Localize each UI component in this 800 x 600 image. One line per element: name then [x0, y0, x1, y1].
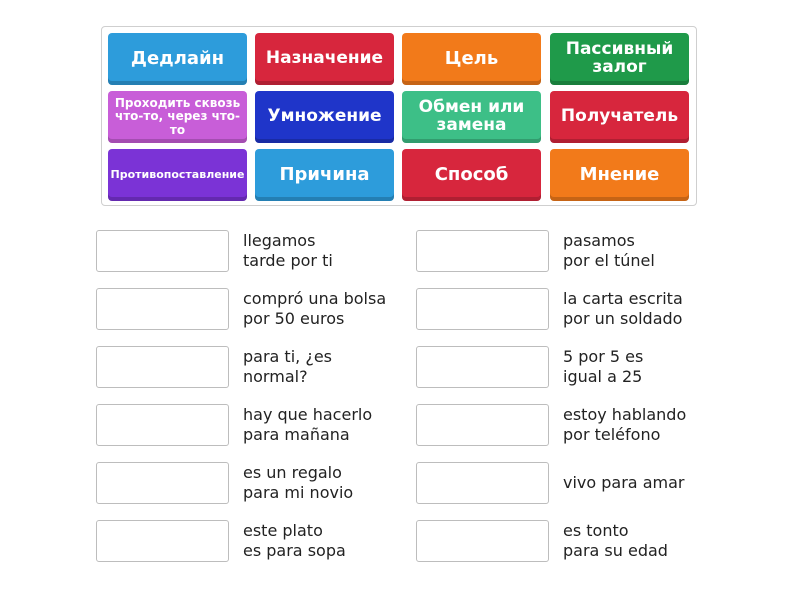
phrase-line: por 50 euros [243, 309, 345, 328]
phrase-right-6 [563, 521, 723, 561]
tile-contrast[interactable]: Противопоставление [108, 149, 247, 201]
phrase-line: vivo para amar [563, 473, 685, 492]
phrase-line: para mi novio [243, 483, 354, 502]
phrase-line: por el túnel [563, 251, 655, 270]
phrase-left-5 [243, 463, 403, 503]
phrase-line: pasamos [563, 231, 635, 250]
phrase-right-5 [563, 473, 723, 493]
phrase-left-1 [243, 231, 403, 271]
phrase-line: hay que hacerlo [243, 405, 373, 424]
drop-slot-left-4[interactable] [96, 404, 229, 446]
drop-slot-left-1[interactable] [96, 230, 229, 272]
tile-deadline[interactable]: Дедлайн [108, 33, 247, 85]
phrase-line: es tonto [563, 521, 629, 540]
drop-slot-left-3[interactable] [96, 346, 229, 388]
phrase-line: para mañana [243, 425, 350, 444]
drop-slot-left-2[interactable] [96, 288, 229, 330]
phrase-line: llegamos [243, 231, 316, 250]
tile-opinion[interactable]: Мнение [550, 149, 689, 201]
phrase-left-4 [243, 405, 403, 445]
phrase-line: por teléfono [563, 425, 661, 444]
drop-slot-right-6[interactable] [416, 520, 549, 562]
phrase-line: la carta escrita [563, 289, 683, 308]
phrase-left-3 [243, 347, 403, 387]
phrase-line: tarde por ti [243, 251, 333, 270]
tile-cause[interactable]: Причина [255, 149, 394, 201]
tile-multiplication[interactable]: Умножение [255, 91, 394, 143]
phrase-line: igual a 25 [563, 367, 643, 386]
drop-slot-left-5[interactable] [96, 462, 229, 504]
tile-purpose[interactable]: Назначение [255, 33, 394, 85]
phrase-line: para ti, ¿es [243, 347, 332, 366]
phrase-line: este plato [243, 521, 323, 540]
phrase-line: es para sopa [243, 541, 346, 560]
drop-slot-right-3[interactable] [416, 346, 549, 388]
tile-exchange[interactable]: Обмен или замена [402, 91, 541, 143]
phrase-line: es un regalo [243, 463, 342, 482]
phrase-line: por un soldado [563, 309, 683, 328]
tile-recipient[interactable]: Получатель [550, 91, 689, 143]
tile-through[interactable]: Проходить сквозь что-то, через что-то [108, 91, 247, 143]
tile-passive-voice[interactable]: Пассивный залог [550, 33, 689, 85]
drop-slot-left-6[interactable] [96, 520, 229, 562]
phrase-line: para su edad [563, 541, 668, 560]
drop-slot-right-1[interactable] [416, 230, 549, 272]
phrase-line: 5 por 5 es [563, 347, 644, 366]
phrase-right-1 [563, 231, 723, 271]
tile-goal[interactable]: Цель [402, 33, 541, 85]
phrase-right-4 [563, 405, 723, 445]
phrase-left-6 [243, 521, 403, 561]
drop-slot-right-4[interactable] [416, 404, 549, 446]
phrase-left-2 [243, 289, 403, 329]
phrase-line: compró una bolsa [243, 289, 387, 308]
phrase-right-2 [563, 289, 723, 329]
phrase-line: normal? [243, 367, 308, 386]
phrase-right-3 [563, 347, 723, 387]
phrase-line: estoy hablando [563, 405, 687, 424]
tile-means[interactable]: Способ [402, 149, 541, 201]
drop-slot-right-2[interactable] [416, 288, 549, 330]
drop-slot-right-5[interactable] [416, 462, 549, 504]
